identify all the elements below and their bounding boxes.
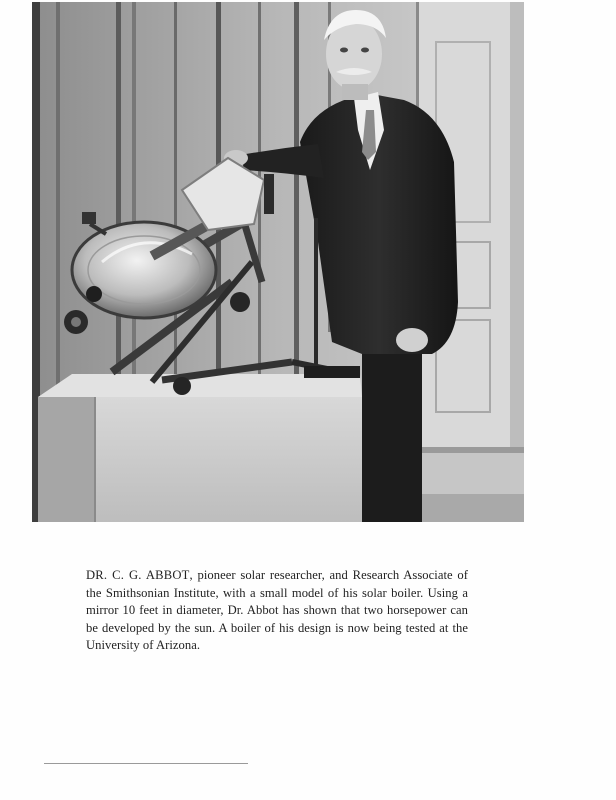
right-hand — [396, 328, 428, 352]
photo-drawing — [32, 2, 524, 522]
photograph-dr-abbot-solar-boiler — [32, 2, 524, 522]
caption-body-text: , pioneer solar researcher, and Research Associate of the Smithsonian Institute, with a small model of his solar boiler. Using a mirror 10 feet in diameter, Dr. Abbot has shown that two horsepower can be developed by the sun. A boiler of his design is now being tested at the University of Arizona. — [86, 568, 468, 653]
trousers — [362, 332, 422, 522]
photo-caption — [86, 567, 468, 655]
caption-lead-name: DR. C. G. ABBOT — [86, 568, 190, 582]
footnote-divider-line — [44, 763, 248, 764]
